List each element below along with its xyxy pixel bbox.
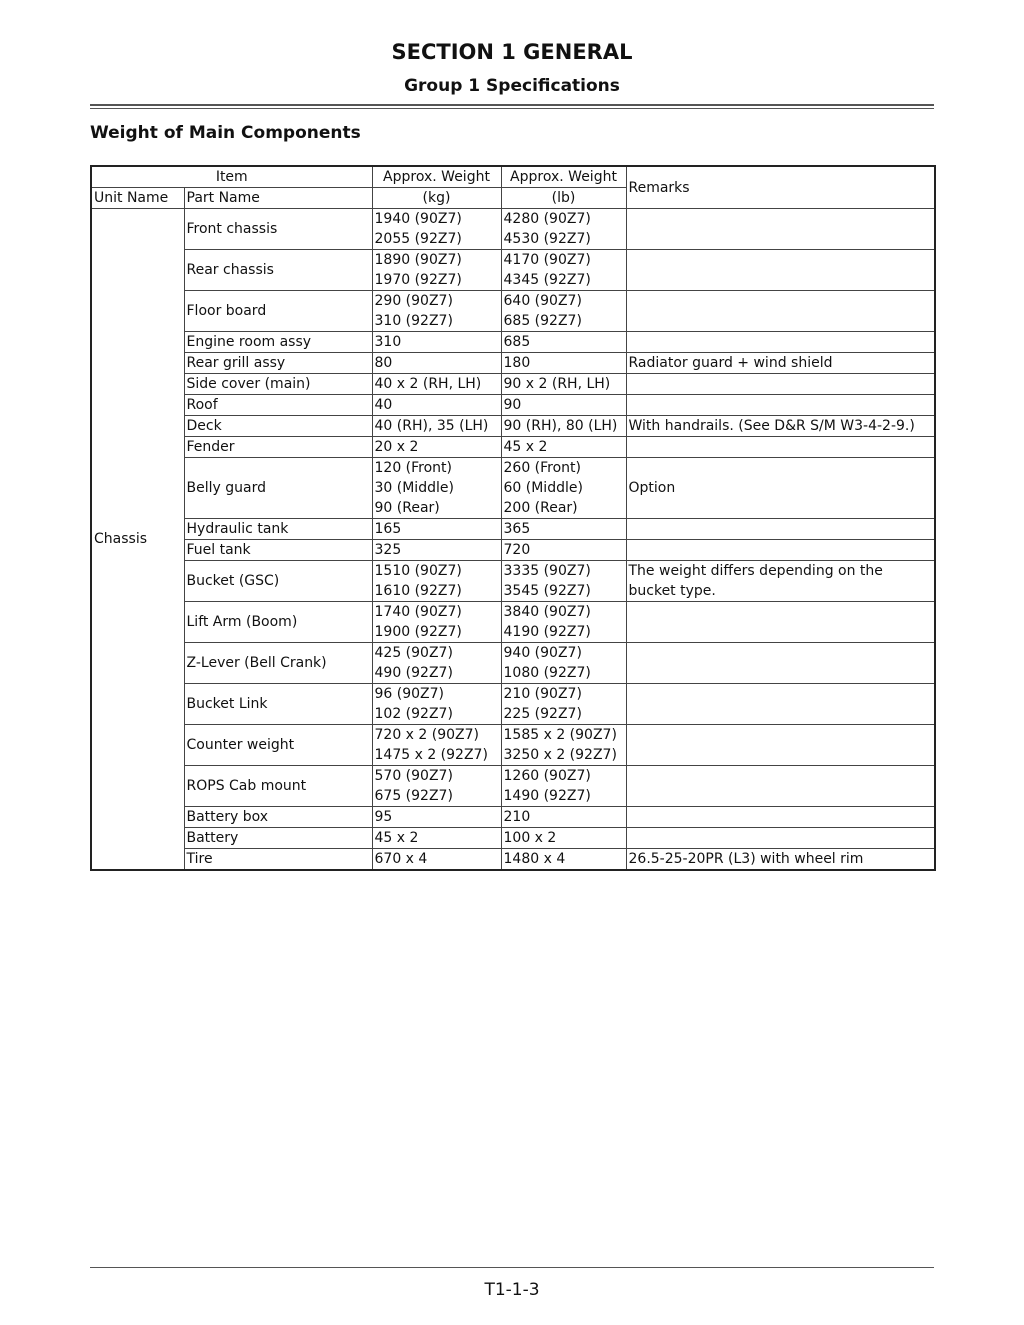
weight-kg-cell — [372, 395, 501, 416]
part-name-cell: Floor board — [184, 291, 372, 332]
weight-lb-cell — [501, 561, 626, 602]
table-row — [91, 209, 935, 250]
weight-kg-value: 490 (92Z7) — [374, 665, 453, 681]
part-name-cell: Rear grill assy — [184, 353, 372, 374]
weight-lb-value: 3840 (90Z7) — [503, 604, 591, 620]
part-name-cell: ROPS Cab mount — [184, 766, 372, 807]
table-row — [91, 766, 935, 807]
unit-name-cell: Chassis — [91, 209, 184, 871]
weight-lb-cell — [501, 828, 626, 849]
weight-kg-value: 720 x 2 (90Z7) — [374, 727, 480, 743]
remarks-cell — [626, 291, 935, 332]
weight-kg-cell — [372, 766, 501, 807]
table-row — [91, 353, 935, 374]
weight-kg-value: 120 (Front) — [374, 460, 453, 476]
weight-kg-cell — [372, 807, 501, 828]
header-unit-name: Unit Name — [91, 188, 184, 209]
weight-kg-value: 95 — [374, 809, 393, 825]
weight-lb-value: 4190 (92Z7) — [503, 624, 591, 640]
weight-lb-value: 260 (Front) — [503, 460, 582, 476]
weight-lb-value: 3250 x 2 (92Z7) — [503, 747, 617, 763]
weight-lb-value: 685 — [503, 334, 531, 350]
part-name-cell: Deck — [184, 416, 372, 437]
part-name-cell: Battery box — [184, 807, 372, 828]
section-heading: Weight of Main Components — [90, 123, 361, 143]
remarks-cell — [626, 209, 935, 250]
weight-kg-cell — [372, 291, 501, 332]
header-weight-lb-line1: Approx. Weight — [510, 169, 617, 185]
weight-kg-value: 40 x 2 (RH, LH) — [374, 376, 482, 392]
table-row — [91, 374, 935, 395]
weight-kg-value: 1475 x 2 (92Z7) — [374, 747, 488, 763]
header-item: Item — [91, 166, 372, 188]
weight-lb-value: 685 (92Z7) — [503, 313, 582, 329]
weight-kg-value: 1940 (90Z7) — [374, 211, 462, 227]
part-name-cell: Tire — [184, 849, 372, 871]
weight-lb-value: 90 (RH), 80 (LH) — [503, 418, 618, 434]
weight-kg-value: 102 (92Z7) — [374, 706, 453, 722]
weight-kg-value: 310 (92Z7) — [374, 313, 453, 329]
weight-kg-cell — [372, 561, 501, 602]
remarks-cell — [626, 395, 935, 416]
table-row — [91, 437, 935, 458]
table-row — [91, 332, 935, 353]
weight-lb-value: 210 — [503, 809, 531, 825]
table-row — [91, 519, 935, 540]
table-header-row — [91, 166, 935, 188]
weight-lb-value: 45 x 2 — [503, 439, 548, 455]
weight-kg-cell — [372, 643, 501, 684]
weight-lb-cell — [501, 807, 626, 828]
remarks-cell — [626, 684, 935, 725]
weight-lb-value: 60 (Middle) — [503, 480, 583, 496]
weight-kg-value: 20 x 2 — [374, 439, 419, 455]
weight-lb-value: 1260 (90Z7) — [503, 768, 591, 784]
part-name-cell: Battery — [184, 828, 372, 849]
weight-kg-value: 1740 (90Z7) — [374, 604, 462, 620]
weight-lb-value: 100 x 2 — [503, 830, 557, 846]
weight-kg-cell — [372, 416, 501, 437]
weight-lb-value: 1480 x 4 — [503, 851, 566, 867]
weight-lb-cell — [501, 437, 626, 458]
header-remarks: Remarks — [626, 166, 935, 209]
weight-lb-cell — [501, 725, 626, 766]
weight-kg-cell — [372, 849, 501, 871]
weight-lb-value: 1490 (92Z7) — [503, 788, 591, 804]
weight-kg-value: 80 — [374, 355, 393, 371]
weight-kg-value: 675 (92Z7) — [374, 788, 453, 804]
part-name-cell: Engine room assy — [184, 332, 372, 353]
weight-lb-cell — [501, 374, 626, 395]
section-title: SECTION 1 GENERAL — [391, 40, 633, 64]
weight-kg-value: 30 (Middle) — [374, 480, 454, 496]
part-name-cell: Front chassis — [184, 209, 372, 250]
header-weight-kg — [372, 166, 501, 188]
weight-lb-value: 1080 (92Z7) — [503, 665, 591, 681]
weight-lb-value: 720 — [503, 542, 531, 558]
part-name-cell: Bucket (GSC) — [184, 561, 372, 602]
remarks-cell — [626, 374, 935, 395]
weight-lb-cell — [501, 766, 626, 807]
weight-lb-value: 4345 (92Z7) — [503, 272, 591, 288]
weight-kg-cell — [372, 353, 501, 374]
table-row — [91, 291, 935, 332]
footer-divider — [90, 1267, 934, 1268]
weight-lb-value: 365 — [503, 521, 531, 537]
remarks-cell: Radiator guard + wind shield — [626, 353, 935, 374]
weight-lb-cell — [501, 332, 626, 353]
table-row — [91, 458, 935, 519]
weight-lb-cell — [501, 684, 626, 725]
header-divider — [90, 104, 934, 109]
remarks-cell — [626, 766, 935, 807]
remarks-cell: Option — [626, 458, 935, 519]
weight-kg-cell — [372, 725, 501, 766]
weight-lb-value: 3335 (90Z7) — [503, 563, 591, 579]
weight-lb-value: 90 — [503, 397, 522, 413]
weight-lb-cell — [501, 209, 626, 250]
weight-kg-cell — [372, 374, 501, 395]
header-part-name: Part Name — [184, 188, 372, 209]
weight-kg-value: 1610 (92Z7) — [374, 583, 462, 599]
part-name-cell: Counter weight — [184, 725, 372, 766]
table-row — [91, 561, 935, 602]
header-weight-lb — [501, 166, 626, 188]
part-name-cell: Fender — [184, 437, 372, 458]
table-row — [91, 828, 935, 849]
weight-lb-cell — [501, 395, 626, 416]
table-row — [91, 807, 935, 828]
weight-lb-value: 3545 (92Z7) — [503, 583, 591, 599]
group-title: Group 1 Specifications — [404, 76, 620, 96]
weight-kg-cell — [372, 250, 501, 291]
weight-kg-value: 45 x 2 — [374, 830, 419, 846]
part-name-cell: Bucket Link — [184, 684, 372, 725]
weight-lb-value: 640 (90Z7) — [503, 293, 582, 309]
remarks-cell — [626, 332, 935, 353]
part-name-cell: Fuel tank — [184, 540, 372, 561]
weight-kg-cell — [372, 437, 501, 458]
weight-kg-cell — [372, 458, 501, 519]
remarks-cell: The weight differs depending on the bucket type. — [626, 561, 935, 602]
weight-lb-cell — [501, 643, 626, 684]
weight-kg-cell — [372, 332, 501, 353]
weight-kg-value: 1890 (90Z7) — [374, 252, 462, 268]
part-name-cell: Belly guard — [184, 458, 372, 519]
remarks-cell — [626, 828, 935, 849]
part-name-cell: Hydraulic tank — [184, 519, 372, 540]
table-row — [91, 849, 935, 871]
weight-lb-cell — [501, 291, 626, 332]
weight-kg-value: 325 — [374, 542, 402, 558]
weight-table-body — [91, 166, 935, 870]
weight-kg-cell — [372, 602, 501, 643]
weight-lb-value: 4170 (90Z7) — [503, 252, 591, 268]
remarks-cell — [626, 519, 935, 540]
weight-kg-value: 670 x 4 — [374, 851, 428, 867]
table-row — [91, 250, 935, 291]
part-name-cell: Z-Lever (Bell Crank) — [184, 643, 372, 684]
part-name-cell: Roof — [184, 395, 372, 416]
weight-kg-value: 40 (RH), 35 (LH) — [374, 418, 489, 434]
weight-lb-value: 200 (Rear) — [503, 500, 578, 516]
weight-kg-value: 165 — [374, 521, 402, 537]
remarks-cell — [626, 250, 935, 291]
header-weight-kg-line1: Approx. Weight — [383, 169, 490, 185]
weight-kg-cell — [372, 540, 501, 561]
weight-kg-value: 40 — [374, 397, 393, 413]
remarks-cell — [626, 725, 935, 766]
table-row — [91, 725, 935, 766]
weight-kg-value: 310 — [374, 334, 402, 350]
weight-lb-value: 4530 (92Z7) — [503, 231, 591, 247]
remarks-cell: 26.5-25-20PR (L3) with wheel rim — [626, 849, 935, 871]
weight-lb-cell — [501, 416, 626, 437]
weight-lb-cell — [501, 458, 626, 519]
weight-lb-value: 940 (90Z7) — [503, 645, 582, 661]
table-row — [91, 416, 935, 437]
weight-kg-value: 1510 (90Z7) — [374, 563, 462, 579]
weight-lb-value: 210 (90Z7) — [503, 686, 582, 702]
part-name-cell: Side cover (main) — [184, 374, 372, 395]
weight-lb-cell — [501, 519, 626, 540]
weight-lb-cell — [501, 602, 626, 643]
table-row — [91, 602, 935, 643]
weight-lb-value: 90 x 2 (RH, LH) — [503, 376, 611, 392]
weight-kg-value: 2055 (92Z7) — [374, 231, 462, 247]
weight-kg-value: 570 (90Z7) — [374, 768, 453, 784]
weight-lb-value: 4280 (90Z7) — [503, 211, 591, 227]
part-name-cell: Rear chassis — [184, 250, 372, 291]
weight-table — [90, 165, 936, 871]
weight-kg-value: 1900 (92Z7) — [374, 624, 462, 640]
weight-lb-cell — [501, 353, 626, 374]
table-row — [91, 395, 935, 416]
weight-lb-value: 180 — [503, 355, 531, 371]
weight-lb-cell — [501, 540, 626, 561]
part-name-cell: Lift Arm (Boom) — [184, 602, 372, 643]
remarks-cell — [626, 437, 935, 458]
weight-kg-value: 90 (Rear) — [374, 500, 440, 516]
table-row — [91, 540, 935, 561]
table-row — [91, 643, 935, 684]
table-row — [91, 684, 935, 725]
weight-lb-value: 225 (92Z7) — [503, 706, 582, 722]
remarks-cell: With handrails. (See D&R S/M W3-4-2-9.) — [626, 416, 935, 437]
header-weight-lb-unit: (lb) — [501, 188, 626, 209]
header-weight-kg-unit: (kg) — [372, 188, 501, 209]
weight-kg-value: 1970 (92Z7) — [374, 272, 462, 288]
weight-lb-cell — [501, 250, 626, 291]
remarks-cell — [626, 643, 935, 684]
weight-lb-cell — [501, 849, 626, 871]
weight-lb-value: 1585 x 2 (90Z7) — [503, 727, 617, 743]
remarks-cell — [626, 540, 935, 561]
weight-kg-value: 425 (90Z7) — [374, 645, 453, 661]
weight-kg-cell — [372, 209, 501, 250]
weight-kg-cell — [372, 828, 501, 849]
weight-kg-value: 96 (90Z7) — [374, 686, 445, 702]
remarks-cell — [626, 807, 935, 828]
remarks-cell — [626, 602, 935, 643]
weight-kg-cell — [372, 684, 501, 725]
weight-kg-cell — [372, 519, 501, 540]
page-number: T1-1-3 — [484, 1280, 540, 1300]
weight-kg-value: 290 (90Z7) — [374, 293, 453, 309]
